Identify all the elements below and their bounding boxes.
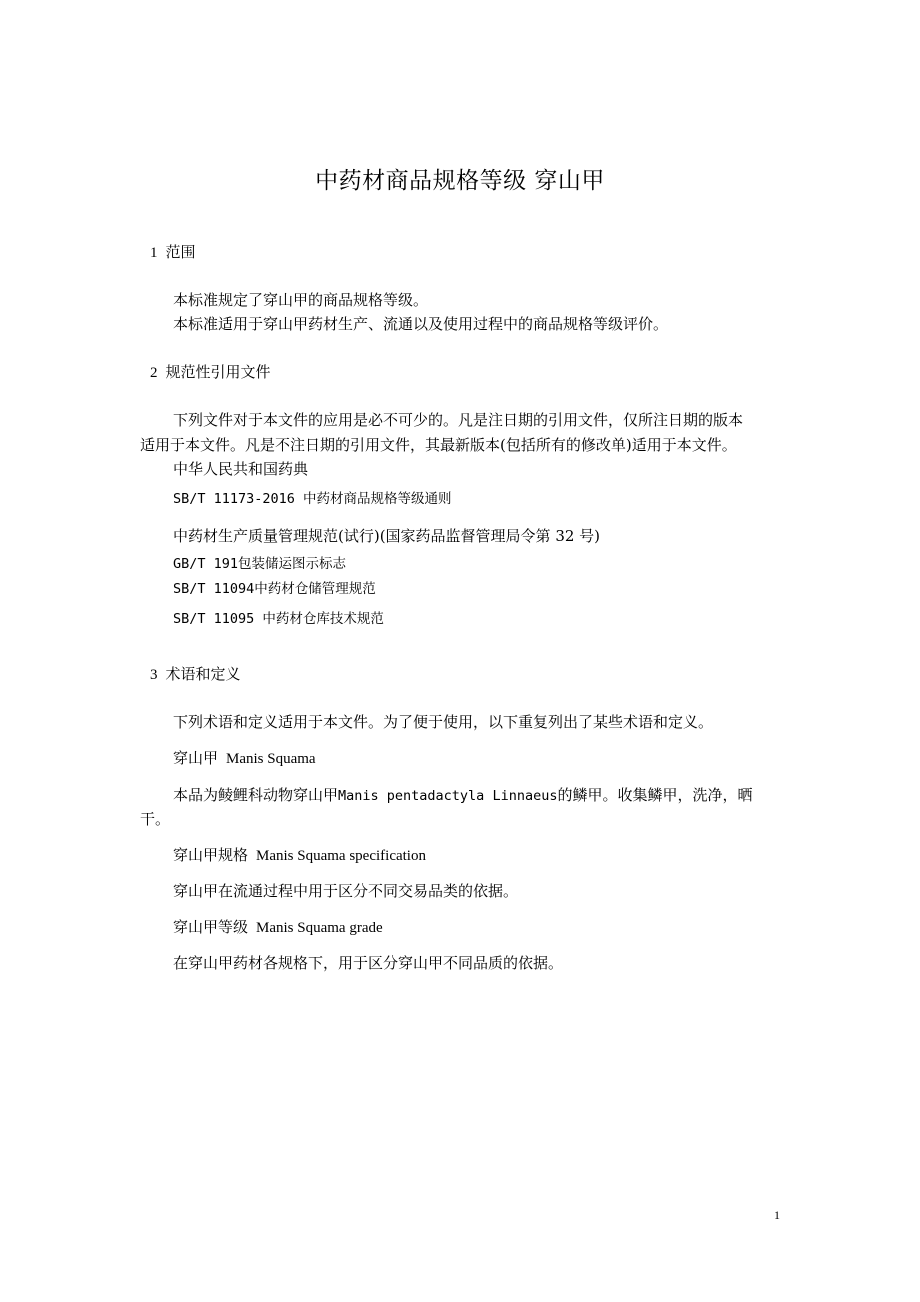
reference-item: GB/T 191包装储运图示标志	[173, 556, 347, 572]
term-english: Manis Squama grade	[256, 920, 383, 936]
term-english: Manis Squama specification	[256, 848, 426, 864]
section-number: 3	[150, 667, 158, 683]
definition-text: 本品为鲮鲤科动物穿山甲	[173, 786, 339, 804]
reference-item: SB/T 11173-2016 中药材商品规格等级通则	[173, 491, 452, 507]
term-definition-cont: 干。	[140, 810, 171, 828]
term-chinese: 穿山甲等级	[173, 918, 249, 936]
term-definition: 在穿山甲药材各规格下，用于区分穿山甲不同品质的依据。	[173, 954, 564, 972]
section-number: 2	[150, 365, 158, 381]
section-title: 术语和定义	[165, 665, 241, 683]
reference-item: 中华人民共和国药典	[173, 460, 309, 478]
paragraph: 适用于本文件。凡是不注日期的引用文件，其最新版本(包括所有的修改单)适用于本文件。	[140, 436, 737, 454]
term-definition	[173, 784, 752, 807]
paragraph: 下列文件对于本文件的应用是必不可少的。凡是注日期的引用文件，仅所注日期的版本	[173, 411, 744, 429]
paragraph: 本标准规定了穿山甲的商品规格等级。	[173, 291, 429, 309]
paragraph: 下列术语和定义适用于本文件。为了便于使用，以下重复列出了某些术语和定义。	[173, 713, 714, 731]
section-1-heading	[150, 242, 196, 263]
section-3-heading	[150, 664, 241, 685]
reference-item: 中药材生产质量管理规范(试行)(国家药品监督管理局令第 32 号)	[173, 527, 601, 545]
term-heading	[173, 844, 426, 867]
term-definition: 穿山甲在流通过程中用于区分不同交易品类的依据。	[173, 882, 519, 900]
latin-name: Manis pentadactyla Linnaeus	[338, 788, 558, 804]
section-number: 1	[150, 245, 158, 261]
reference-item: SB/T 11094中药材仓储管理规范	[173, 581, 376, 597]
section-2-heading	[150, 362, 271, 383]
definition-text: 的鳞甲。收集鳞甲，洗净，晒	[557, 786, 753, 804]
term-heading	[173, 747, 316, 770]
document-title: 中药材商品规格等级 穿山甲	[315, 168, 605, 194]
term-chinese: 穿山甲规格	[173, 846, 249, 864]
term-english: Manis Squama	[226, 751, 316, 767]
section-title: 范围	[165, 243, 196, 261]
reference-item: SB/T 11095 中药材仓库技术规范	[173, 611, 384, 627]
page-number: 1	[774, 1208, 780, 1222]
term-chinese: 穿山甲	[173, 749, 219, 767]
paragraph: 本标准适用于穿山甲药材生产、流通以及使用过程中的商品规格等级评价。	[173, 315, 669, 333]
section-title: 规范性引用文件	[165, 363, 271, 381]
term-heading	[173, 916, 383, 939]
